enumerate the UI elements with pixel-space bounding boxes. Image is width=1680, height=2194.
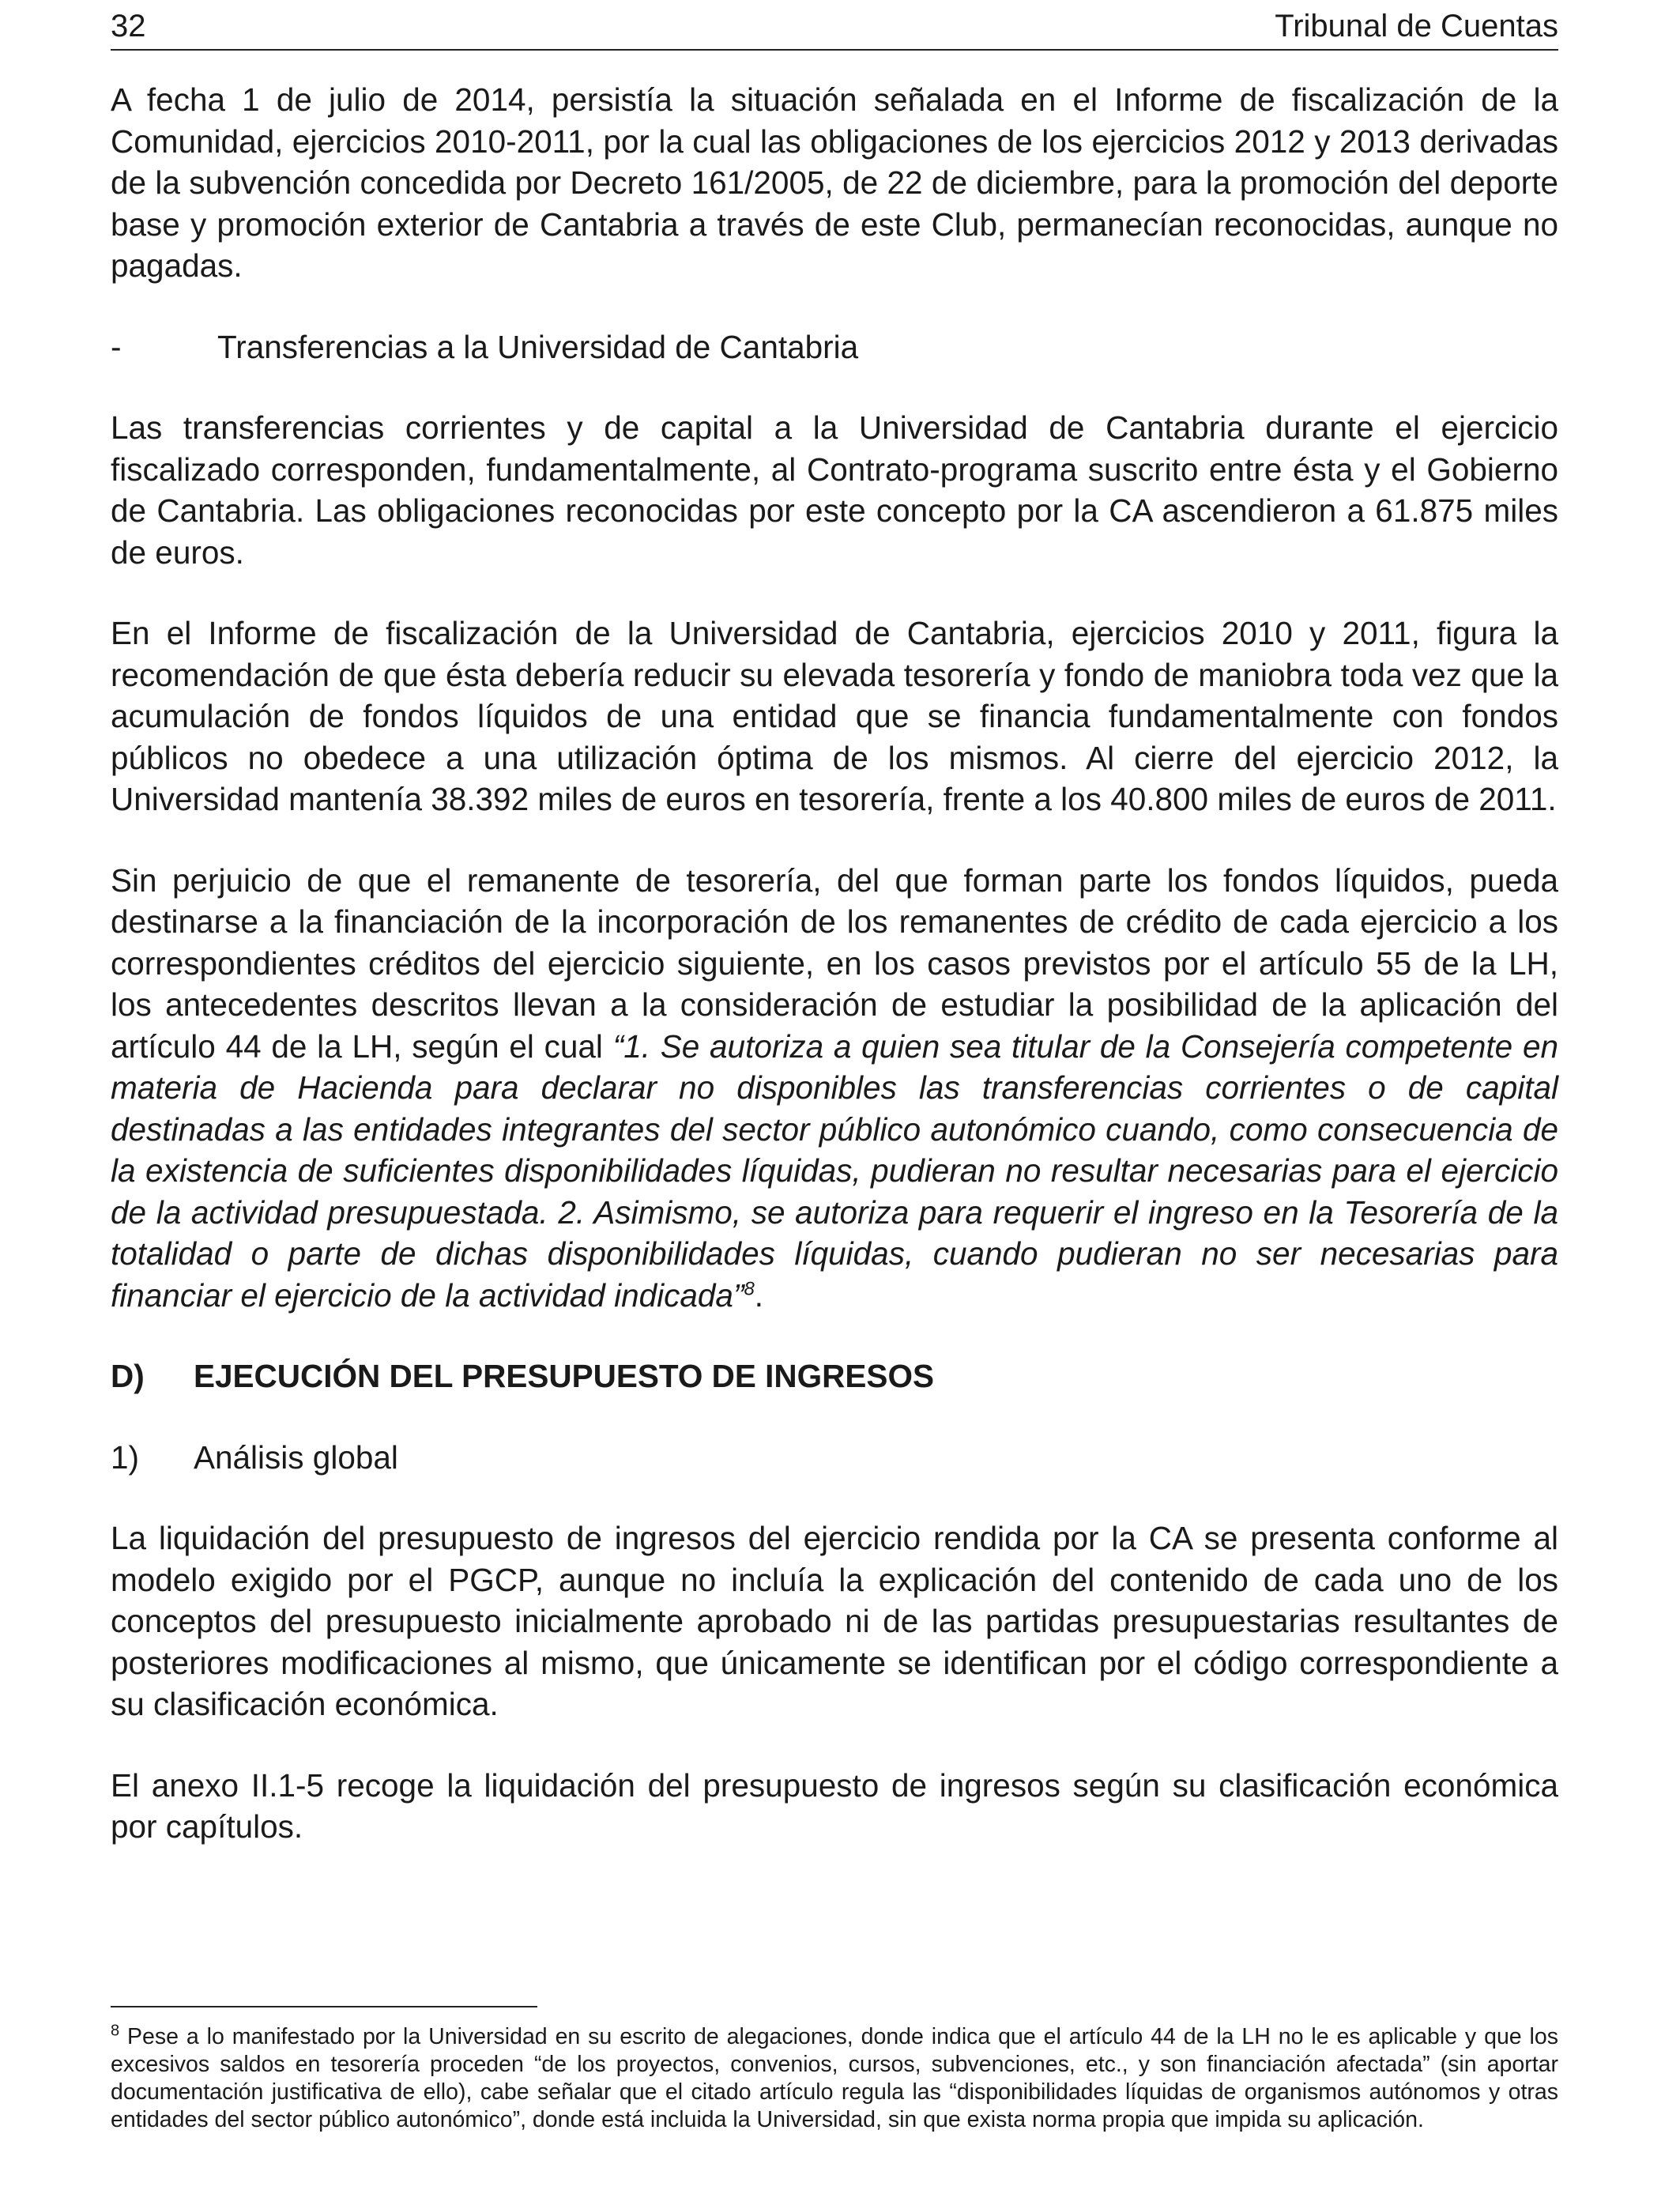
legal-quote: “1. Se autoriza a quien sea titular de la Consejería competente en materia de Hacienda para declarar no disponibles las transferencias corrientes o de capital destinadas a las entidades integrantes del sector público autonómico cuando, como consecuencia de la existencia de suficientes disponibilidades líquidas, pudieran no resultar necesarias para el ejercicio de la actividad presupuestada. 2. Asimismo, se autoriza para requerir el ingreso en la Tesorería de la totalidad o parte de dichas disponibilidades líquidas, cuando pudieran no ser necesarias para financiar el ejercicio de la actividad indicada” [111,1027,1558,1314]
footnote [111,2023,1558,2134]
list-item-transferencias [111,326,1558,368]
subheading-marker: 1) [111,1438,140,1476]
list-marker: - [111,328,122,365]
footnote-separator [111,2006,537,2007]
subsection-heading-1 [111,1437,1558,1479]
paragraph-4-end: . [754,1276,764,1314]
paragraph-2: Las transferencias corrientes y de capital a la Universidad de Cantabria durante el ejercicio fiscalizado corresponden, fundamentalmente, al Contrato-programa suscrito entre ésta y el Gobierno de Cantabria. Las obligaciones reconocidas por este concepto por la CA ascendieron a 61.875 miles de euros. [111,409,1558,571]
paragraph-6: El anexo II.1-5 recoge la liquidación del presupuesto de ingresos según su clasificación económica por capítulos. [111,1766,1558,1845]
paragraph-3: En el Informe de fiscalización de la Universidad de Cantabria, ejercicios 2010 y 2011, figura la recomendación de que ésta debería reducir su elevada tesorería y fondo de maniobra toda vez que la acumulación de fondos líquidos de una entidad que se financia fundamentalmente con fondos públicos no obedece a una utilización óptima de los mismos. Al cierre del ejercicio 2012, la Universidad mantenía 38.392 miles de euros en tesorería, frente a los 40.800 miles de euros de 2011. [111,615,1558,817]
page-number: 32 [111,9,146,43]
paragraph-4-text: Sin perjuicio de que el remanente de tesorería, del que forman parte los fondos líquidos, pueda destinarse a la financiación de la incorporación de los remanentes de crédito de cada ejercicio a los correspondientes créditos del ejercicio siguiente, en los casos previstos por el artículo 55 de la LH, los antecedentes descritos llevan a la consideración de estudiar la posibilidad de la aplicación del artículo 44 de la LH, según el cual [111,861,1558,1065]
paragraph-4 [111,860,1558,1317]
paragraph-5: La liquidación del presupuesto de ingresos del ejercicio rendida por la CA se presenta conforme al modelo exigido por el PGCP, aunque no incluía la explicación del contenido de cada uno de los conceptos del presupuesto inicialmente aprobado ni de las partidas presupuestarias resultantes de posteriores modificaciones al mismo, que únicamente se identifican por el código correspondiente a su clasificación económica. [111,1520,1558,1722]
body-text [111,79,1558,1848]
footnote-number: 8 [111,2022,120,2040]
heading-marker: D) [111,1358,145,1394]
page-header [111,6,1558,51]
heading-text: EJECUCIÓN DEL PRESUPUESTO DE INGRESOS [194,1358,934,1394]
paragraph-1: A fecha 1 de julio de 2014, persistía la situación señalada en el Informe de fiscalización de la Comunidad, ejercicios 2010-2011, por la cual las obligaciones de los ejercicios 2012 y 2013 derivadas de la subvención concedida por Decreto 161/2005, de 22 de diciembre, para la promoción del deporte base y promoción exterior de Cantabria a través de este Club, permanecían reconocidas, aunque no pagadas. [111,81,1558,284]
section-heading-d [111,1355,1558,1397]
header-title: Tribunal de Cuentas [1275,9,1558,43]
list-item-text: Transferencias a la Universidad de Cantabria [217,328,859,365]
subheading-text: Análisis global [194,1438,398,1476]
footnote-text: Pese a lo manifestado por la Universidad en su escrito de alegaciones, donde indica que el artículo 44 de la LH no le es aplicable y que los excesivos saldos en tesorería proceden “de los proyectos, convenios, cursos, subvenciones, etc., y son financiación afectada” (sin aportar documentación justificativa de ello), cabe señalar que el citado artículo regula las “disponibilidades líquidas de organismos autónomos y otras entidades del sector público autonómico”, donde está incluida la Universidad, sin que exista norma propia que impida su aplicación. [111,2024,1558,2132]
footnote-reference[interactable]: 8 [744,1278,755,1299]
